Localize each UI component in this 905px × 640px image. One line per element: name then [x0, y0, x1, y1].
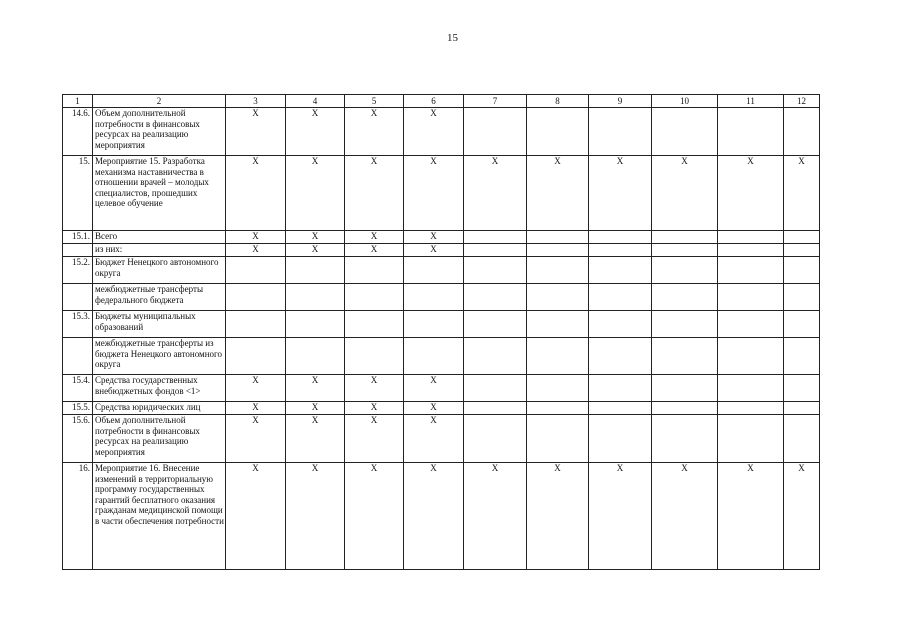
row-name: Мероприятие 16. Внесение изменений в территориальную программу государственных гарантий бесплатного оказания гражданам медицинской помощи в части обеспечения потребности: [93, 463, 226, 570]
row-number: [63, 284, 93, 311]
table-cell: [527, 231, 589, 244]
table-cell: [652, 375, 718, 402]
table-cell: X: [345, 108, 404, 156]
table-cell: [784, 231, 820, 244]
table-cell: X: [345, 415, 404, 463]
table-cell: [404, 311, 464, 338]
table-cell: [345, 257, 404, 284]
table-cell: [345, 311, 404, 338]
table-cell: X: [589, 463, 652, 570]
table-cell: X: [226, 375, 286, 402]
column-header: 5: [345, 95, 404, 108]
table-cell: [784, 108, 820, 156]
table-row: [63, 257, 820, 284]
table-cell: [527, 244, 589, 257]
column-header: 11: [718, 95, 784, 108]
column-header: 6: [404, 95, 464, 108]
table-row: [63, 231, 820, 244]
table-cell: X: [226, 244, 286, 257]
table-cell: [464, 108, 527, 156]
table-cell: [784, 375, 820, 402]
table-cell: [589, 375, 652, 402]
table-cell: X: [286, 108, 345, 156]
row-name: Средства государственных внебюджетных фондов <1>: [93, 375, 226, 402]
table-cell: [226, 311, 286, 338]
column-header: 4: [286, 95, 345, 108]
column-header: 7: [464, 95, 527, 108]
table-cell: [589, 415, 652, 463]
table-cell: [226, 284, 286, 311]
column-header: 9: [589, 95, 652, 108]
table-cell: [718, 231, 784, 244]
row-number: 15.3.: [63, 311, 93, 338]
table-cell: [286, 311, 345, 338]
table-cell: [784, 311, 820, 338]
table-cell: [464, 231, 527, 244]
table-cell: X: [345, 463, 404, 570]
table-cell: [226, 257, 286, 284]
row-name: из них:: [93, 244, 226, 257]
table-cell: X: [286, 156, 345, 231]
row-number: [63, 338, 93, 375]
table-cell: [464, 244, 527, 257]
row-name: Бюджет Ненецкого автономного округа: [93, 257, 226, 284]
table-cell: [589, 108, 652, 156]
table-cell: [589, 231, 652, 244]
table-cell: [464, 284, 527, 311]
table-cell: [784, 338, 820, 375]
table-cell: X: [404, 244, 464, 257]
table-cell: [464, 415, 527, 463]
table-cell: [345, 284, 404, 311]
table-cell: X: [404, 463, 464, 570]
table-cell: X: [345, 375, 404, 402]
table-row: [63, 156, 820, 231]
table-row: [63, 108, 820, 156]
table-cell: X: [589, 156, 652, 231]
table-cell: X: [345, 231, 404, 244]
data-table: [62, 94, 820, 570]
table-cell: [527, 338, 589, 375]
table-cell: [589, 338, 652, 375]
table-cell: X: [226, 156, 286, 231]
row-number: 15.4.: [63, 375, 93, 402]
table-cell: [652, 231, 718, 244]
table-cell: [652, 402, 718, 415]
table-cell: X: [404, 156, 464, 231]
table-cell: X: [718, 463, 784, 570]
table-cell: [286, 257, 345, 284]
table-cell: X: [286, 415, 345, 463]
row-number: 14.6.: [63, 108, 93, 156]
table-cell: X: [286, 231, 345, 244]
table-cell: X: [226, 231, 286, 244]
column-header: 1: [63, 95, 93, 108]
table-cell: [652, 244, 718, 257]
row-number: 15.5.: [63, 402, 93, 415]
table-cell: X: [464, 463, 527, 570]
table-cell: [652, 284, 718, 311]
column-header: 2: [93, 95, 226, 108]
table-row: [63, 375, 820, 402]
table-cell: X: [404, 415, 464, 463]
table-cell: [527, 415, 589, 463]
table-cell: X: [345, 244, 404, 257]
table-cell: X: [527, 156, 589, 231]
table-cell: [589, 311, 652, 338]
table-cell: X: [404, 108, 464, 156]
table-cell: X: [527, 463, 589, 570]
table-cell: X: [464, 156, 527, 231]
table-cell: [286, 338, 345, 375]
table-row: [63, 311, 820, 338]
table-cell: [652, 338, 718, 375]
table-cell: X: [226, 108, 286, 156]
table-cell: [652, 311, 718, 338]
row-name: Средства юридических лиц: [93, 402, 226, 415]
table-cell: [718, 257, 784, 284]
table-cell: [527, 108, 589, 156]
table-cell: [527, 402, 589, 415]
row-name: Объем дополнительной потребности в финансовых ресурсах на реализацию мероприятия: [93, 415, 226, 463]
table-cell: [652, 415, 718, 463]
table-cell: X: [286, 463, 345, 570]
table-cell: [527, 284, 589, 311]
table-cell: [464, 338, 527, 375]
table-cell: [464, 402, 527, 415]
page-number: 15: [447, 32, 458, 44]
table-cell: X: [652, 463, 718, 570]
table-cell: X: [652, 156, 718, 231]
table-row: [63, 284, 820, 311]
row-name: Бюджеты муниципальных образований: [93, 311, 226, 338]
table-cell: [784, 244, 820, 257]
row-number: 15.: [63, 156, 93, 231]
row-number: 15.1.: [63, 231, 93, 244]
table-cell: [527, 311, 589, 338]
table-cell: X: [404, 375, 464, 402]
table-cell: X: [345, 156, 404, 231]
row-number: 16.: [63, 463, 93, 570]
table-cell: [464, 375, 527, 402]
table-cell: [404, 257, 464, 284]
column-header: 3: [226, 95, 286, 108]
table-cell: X: [286, 244, 345, 257]
table-cell: [718, 311, 784, 338]
table-row: [63, 338, 820, 375]
table-row: [63, 244, 820, 257]
table-cell: X: [226, 415, 286, 463]
table-cell: [784, 415, 820, 463]
table-cell: [652, 108, 718, 156]
table-cell: X: [784, 156, 820, 231]
table-cell: [718, 338, 784, 375]
table-cell: [527, 375, 589, 402]
table-cell: [527, 257, 589, 284]
table-cell: [404, 338, 464, 375]
table-cell: X: [404, 231, 464, 244]
table-cell: [784, 284, 820, 311]
table-cell: [404, 284, 464, 311]
table-row: [63, 463, 820, 570]
table-cell: X: [784, 463, 820, 570]
row-number: [63, 244, 93, 257]
table-row: [63, 415, 820, 463]
table-cell: [718, 415, 784, 463]
table-cell: [589, 284, 652, 311]
table-cell: [718, 244, 784, 257]
row-name: межбюджетные трансферты из бюджета Ненецкого автономного округа: [93, 338, 226, 375]
row-number: 15.2.: [63, 257, 93, 284]
table-cell: [784, 257, 820, 284]
row-name: Объем дополнительной потребности в финансовых ресурсах на реализацию мероприятия: [93, 108, 226, 156]
table-cell: [718, 375, 784, 402]
table-cell: [589, 244, 652, 257]
table-cell: [718, 284, 784, 311]
table-cell: [226, 338, 286, 375]
table-row: [63, 402, 820, 415]
table-cell: [784, 402, 820, 415]
table-cell: X: [286, 402, 345, 415]
row-name: межбюджетные трансферты федерального бюджета: [93, 284, 226, 311]
table-cell: X: [404, 402, 464, 415]
table-cell: X: [286, 375, 345, 402]
table-cell: [464, 311, 527, 338]
row-name: Мероприятие 15. Разработка механизма наставничества в отношении врачей – молодых специалистов, прошедших целевое обучение: [93, 156, 226, 231]
header-row: [63, 95, 820, 108]
column-header: 8: [527, 95, 589, 108]
table-cell: [718, 108, 784, 156]
column-header: 10: [652, 95, 718, 108]
table-cell: [718, 402, 784, 415]
table-cell: X: [718, 156, 784, 231]
table-cell: X: [345, 402, 404, 415]
table-cell: [345, 338, 404, 375]
table-cell: [652, 257, 718, 284]
column-header: 12: [784, 95, 820, 108]
table-cell: X: [226, 463, 286, 570]
table-cell: X: [226, 402, 286, 415]
table-cell: [464, 257, 527, 284]
row-number: 15.6.: [63, 415, 93, 463]
table-cell: [286, 284, 345, 311]
table-cell: [589, 257, 652, 284]
row-name: Всего: [93, 231, 226, 244]
table-cell: [589, 402, 652, 415]
